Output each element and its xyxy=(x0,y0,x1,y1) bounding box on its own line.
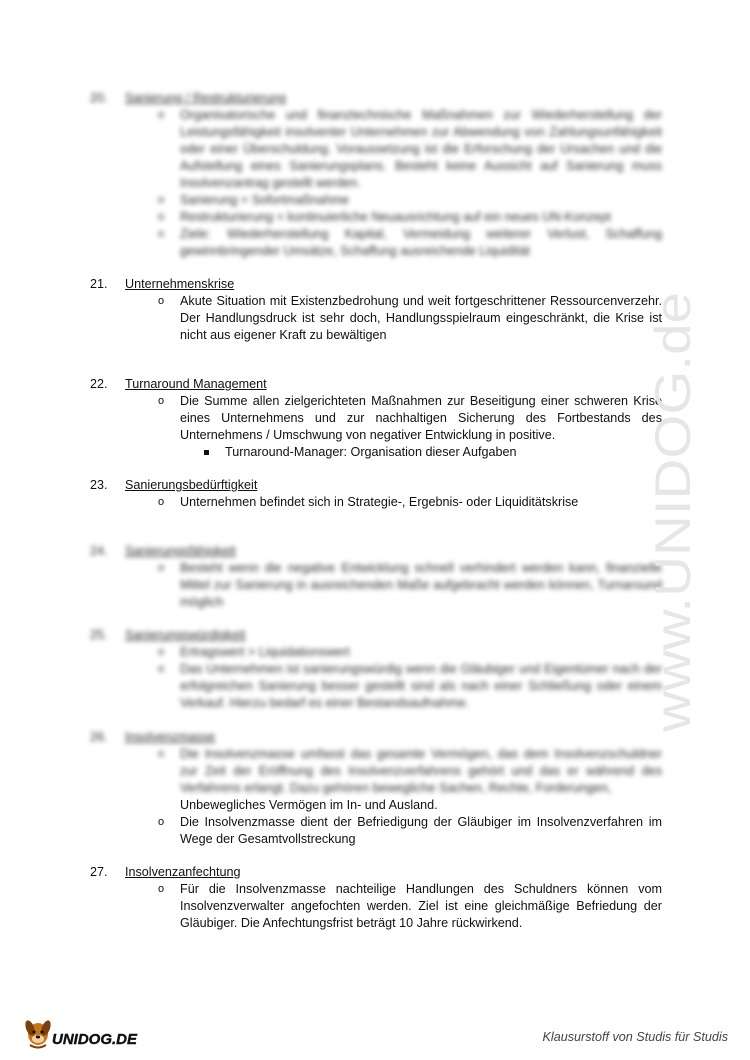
section-title: Insolvenzanfechtung xyxy=(125,865,241,879)
list-item: o Das Unternehmen ist sanierungswürdig wenn die Gläubiger und Eigentümer nach der erfolgreichen Sanierung besser gestellt sind als nach einer Schließung oder einem Verkauf. Hierzu bedarf es einer Bestandsaufnahme. xyxy=(158,662,662,710)
section-items xyxy=(158,494,662,511)
section-number: 27. xyxy=(90,865,108,879)
section-number: 23. xyxy=(90,478,108,492)
list-item: o Unternehmen befindet sich in Strategie-, Ergebnis- oder Liquiditätskrise xyxy=(158,495,579,509)
list-item: o Restrukturierung = kontinuierliche Neuausrichtung auf ein neues UN-Konzept xyxy=(158,210,611,224)
list-item: o Für die Insolvenzmasse nachteilige Handlungen des Schuldners können vom Insolvenzverwalter angefochten werden. Ziel ist eine gleichmäßige Befriedung der Gläubiger. Die Anfechtungsfrist beträgt 10 Jahre rückwirkend. xyxy=(158,882,662,930)
circle-bullet-icon: o xyxy=(158,211,165,223)
square-bullet-icon xyxy=(204,450,209,455)
circle-bullet-icon: o xyxy=(158,395,165,407)
circle-bullet-icon: o xyxy=(158,663,165,675)
section-items xyxy=(158,746,662,848)
section-items xyxy=(158,560,662,611)
section-number: 26. xyxy=(90,730,108,744)
list-item: o Besteht wenn die negative Entwicklung schnell verhindert werden kann, finanzielle Mittel zur Sanierung in ausreichenden Maße aufgebracht werden können, Turnaround möglich xyxy=(158,561,662,609)
section-items xyxy=(158,293,662,344)
circle-bullet-icon: o xyxy=(158,228,165,240)
circle-bullet-icon: o xyxy=(158,562,165,574)
list-item: o Akute Situation mit Existenzbedrohung und weit fortgeschrittener Ressourcenverzehr. Der Handlungsdruck ist sehr doch, Handlungsspielraum eingeschränkt, die Krise ist nicht aus eigener Kraft zu bewältigen xyxy=(158,294,662,342)
unidog-logo xyxy=(18,1012,153,1052)
clear-text: Unbewegliches Vermögen im In- und Ausland. xyxy=(180,798,438,812)
section-number: 21. xyxy=(90,277,108,291)
list-item: o Sanierung = Sofortmaßnahme xyxy=(158,193,350,207)
list-item: o Die Insolvenzmasse dient der Befriedigung der Gläubiger im Insolvenzverfahren im Wege der Gesamtvollstreckung xyxy=(158,815,662,846)
circle-bullet-icon: o xyxy=(158,748,165,760)
section-number: 22. xyxy=(90,377,108,391)
section-number: 20. xyxy=(90,91,108,105)
blurred-text: Die Insolvenzmasse umfasst das gesamte Vermögen, das dem Insolvenzschuldner zur Zeit der Eröffnung des Insolvenzverfahrens gehört und das er während des Verfahrens erlangt. Dazu gehören bewegliche Sachen, Rechte, Forderungen, xyxy=(180,747,662,795)
list-item: o Ziele: Wiederherstellung Kapital, Vermeidung weiterer Verlust, Schaffung gewinnbringender Umsätze, Schaffung ausreichende Liquidität xyxy=(158,227,662,258)
section-title: Sanierungsbedürftigkeit xyxy=(125,478,258,492)
list-item: o Organisatorische und finanztechnische Maßnahmen zur Wiederherstellung der Leistungsfähigkeit insolventer Unternehmen zur Abwendung von Zahlungsunfähigkeit oder einer Überschuldung. Voraussetzung ist die Erforschung der Ursachen und die Aufstellung eines Sanierungsplans. Besteht keine Aussicht auf Sanierung muss Insolvenzantrag gestellt werden. xyxy=(158,108,662,190)
list-item: o Die Summe allen zielgerichteten Maßnahmen zur Beseitigung einer schweren Krise eines Unternehmens und zur nachhaltigen Sicherung des Fortbestands des Unternehmens / Umschwung von negativer Entwicklung in positive. xyxy=(158,394,662,442)
footer-tagline: Klausurstoff von Studis für Studis xyxy=(542,1030,728,1044)
circle-bullet-icon: o xyxy=(158,646,165,658)
circle-bullet-icon: o xyxy=(158,816,165,828)
dog-logo-icon xyxy=(18,1012,153,1052)
circle-bullet-icon: o xyxy=(158,496,165,508)
section-title: Sanierungswürdigkeit xyxy=(125,628,246,642)
section-number: 24. xyxy=(90,544,108,558)
section-items xyxy=(158,393,662,461)
circle-bullet-icon: o xyxy=(158,883,165,895)
section-items xyxy=(158,881,662,932)
sub-list-item: Turnaround-Manager: Organisation dieser Aufgaben xyxy=(225,444,662,461)
logo-text: UNIDOG.DE xyxy=(52,1031,138,1048)
watermark-text: www.UNIDOG.de xyxy=(645,343,701,732)
section-title: Unternehmenskrise xyxy=(125,277,235,291)
circle-bullet-icon: o xyxy=(158,109,165,121)
section-title: Turnaround Management xyxy=(125,377,267,391)
list-item: o Ertragswert > Liquidationswert xyxy=(158,645,350,659)
section-items xyxy=(158,107,662,260)
circle-bullet-icon: o xyxy=(158,295,165,307)
section-title: Insolvenzmasse xyxy=(125,730,216,744)
circle-bullet-icon: o xyxy=(158,194,165,206)
section-title: Sanierungsfähigkeit xyxy=(125,544,236,558)
section-title: Sanierung / Restrukturierung xyxy=(125,91,287,105)
section-number: 25. xyxy=(90,628,108,642)
list-item xyxy=(158,746,662,814)
section-items xyxy=(158,644,662,712)
